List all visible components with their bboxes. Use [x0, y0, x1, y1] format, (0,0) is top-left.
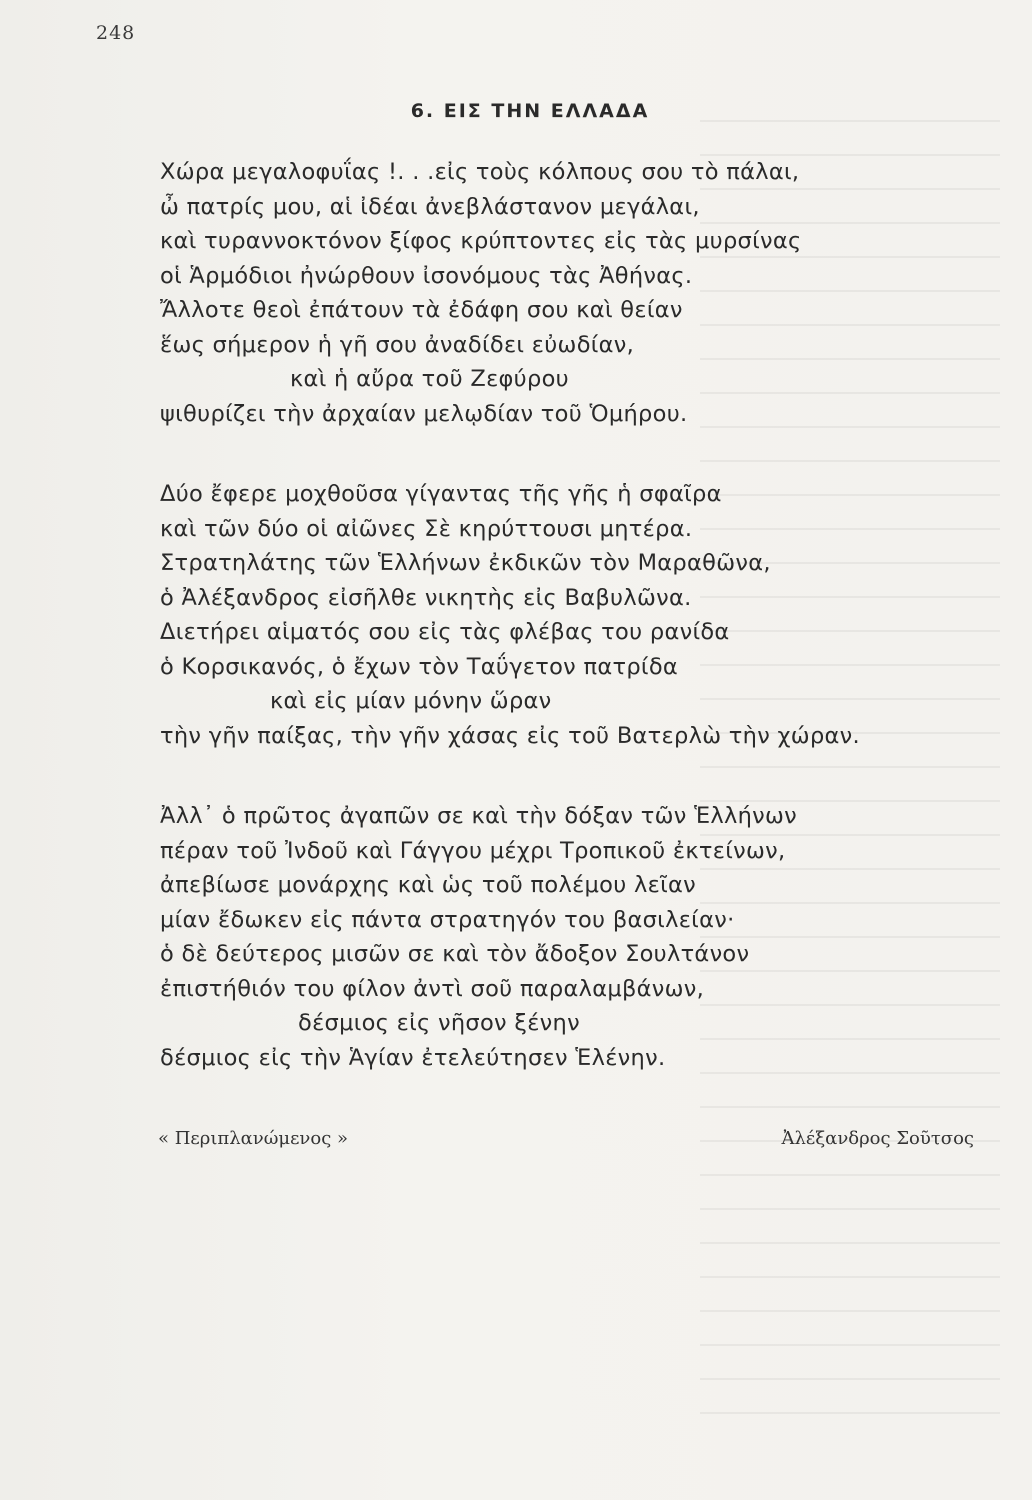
verse-line: ἕως σήμερον ἡ γῆ σου ἀναδίδει εὐωδίαν,	[160, 331, 635, 358]
source-title: « Περιπλανώμενος »	[158, 1128, 349, 1149]
stanza-3	[160, 799, 960, 1075]
verse-line: Ἀλλ᾽ ὁ πρῶτος ἀγαπῶν σε καὶ τὴν δόξαν τῶν Ἑλλήνων	[160, 803, 798, 829]
verse-line: ψιθυρίζει τὴν ἀρχαίαν μελῳδίαν τοῦ Ὁμήρου.	[160, 400, 688, 427]
verse-line: ὦ πατρίς μου, αἱ ἰδέαι ἀνεβλάστανον μεγάλαι,	[160, 193, 700, 220]
verse-line: ὁ δὲ δεύτερος μισῶν σε καὶ τὸν ἄδοξον Σουλτάνον	[160, 941, 750, 967]
verse-line: πέραν τοῦ Ἰνδοῦ καὶ Γάγγου μέχρι Τροπικοῦ ἐκτείνων,	[160, 837, 786, 864]
stanza-1	[160, 155, 960, 431]
stanza-2	[160, 477, 960, 753]
verse-line: καὶ τῶν δύο οἱ αἰῶνες Σὲ κηρύττουσι μητέρα.	[160, 515, 693, 542]
verse-line: Δύο ἔφερε μοχθοῦσα γίγαντας τῆς γῆς ἡ σφαῖρα	[160, 481, 722, 507]
verse-line: ὁ Ἀλέξανδρος εἰσῆλθε νικητὴς εἰς Βαβυλῶνα.	[160, 584, 692, 611]
verse-line: τὴν γῆν παίξας, τὴν γῆν χάσας εἰς τοῦ Βατερλὼ τὴν χώραν.	[160, 722, 860, 749]
verse-line-indented: καὶ εἰς μίαν μόνην ὥραν	[270, 688, 552, 714]
verse-line: Στρατηλάτης τῶν Ἑλλήνων ἐκδικῶν τὸν Μαραθῶνα,	[160, 550, 771, 576]
verse-line: ἀπεβίωσε μονάρχης καὶ ὡς τοῦ πολέμου λεῖαν	[160, 872, 696, 898]
verse-line: ἐπιστήθιόν του φίλον ἀντὶ σοῦ παραλαμβάνων,	[160, 975, 705, 1002]
verse-line: Χώρα μεγαλοφυΐας !. . .εἰς τοὺς κόλπους σου τὸ πάλαι,	[160, 159, 800, 185]
verse-line: Διετήρει αἱματός σου εἰς τὰς φλέβας του ρανίδα	[160, 619, 730, 645]
verse-line: Ἄλλοτε θεοὶ ἐπάτουν τὰ ἐδάφη σου καὶ θείαν	[160, 297, 683, 323]
verse-line: καὶ τυραννοκτόνον ξίφος κρύπτοντες εἰς τὰς μυρσίνας	[160, 228, 802, 254]
verse-line: μίαν ἔδωκεν εἰς πάντα στρατηγόν του βασιλείαν·	[160, 906, 735, 933]
verse-line: δέσμιος εἰς τὴν Ἁγίαν ἐτελεύτησεν Ἑλένην.	[160, 1044, 666, 1071]
verse-line: οἱ Ἁρμόδιοι ἠνώρθουν ἰσονόμους τὰς Ἀθήνας.	[160, 262, 693, 289]
verse-line: ὁ Κορσικανός, ὁ ἔχων τὸν Ταΰγετον πατρίδα	[160, 653, 679, 680]
page-number: 248	[96, 22, 136, 44]
poem-title: 6. ΕΙΣ ΤΗΝ ΕΛΛΑΔΑ	[410, 100, 650, 122]
verse-line-indented: δέσμιος εἰς νῆσον ξένην	[298, 1010, 580, 1036]
verse-line-indented: καὶ ἡ αὔρα τοῦ Ζεφύρου	[290, 366, 569, 392]
author-name: Ἀλέξανδρος Σοῦτσος	[781, 1128, 974, 1149]
